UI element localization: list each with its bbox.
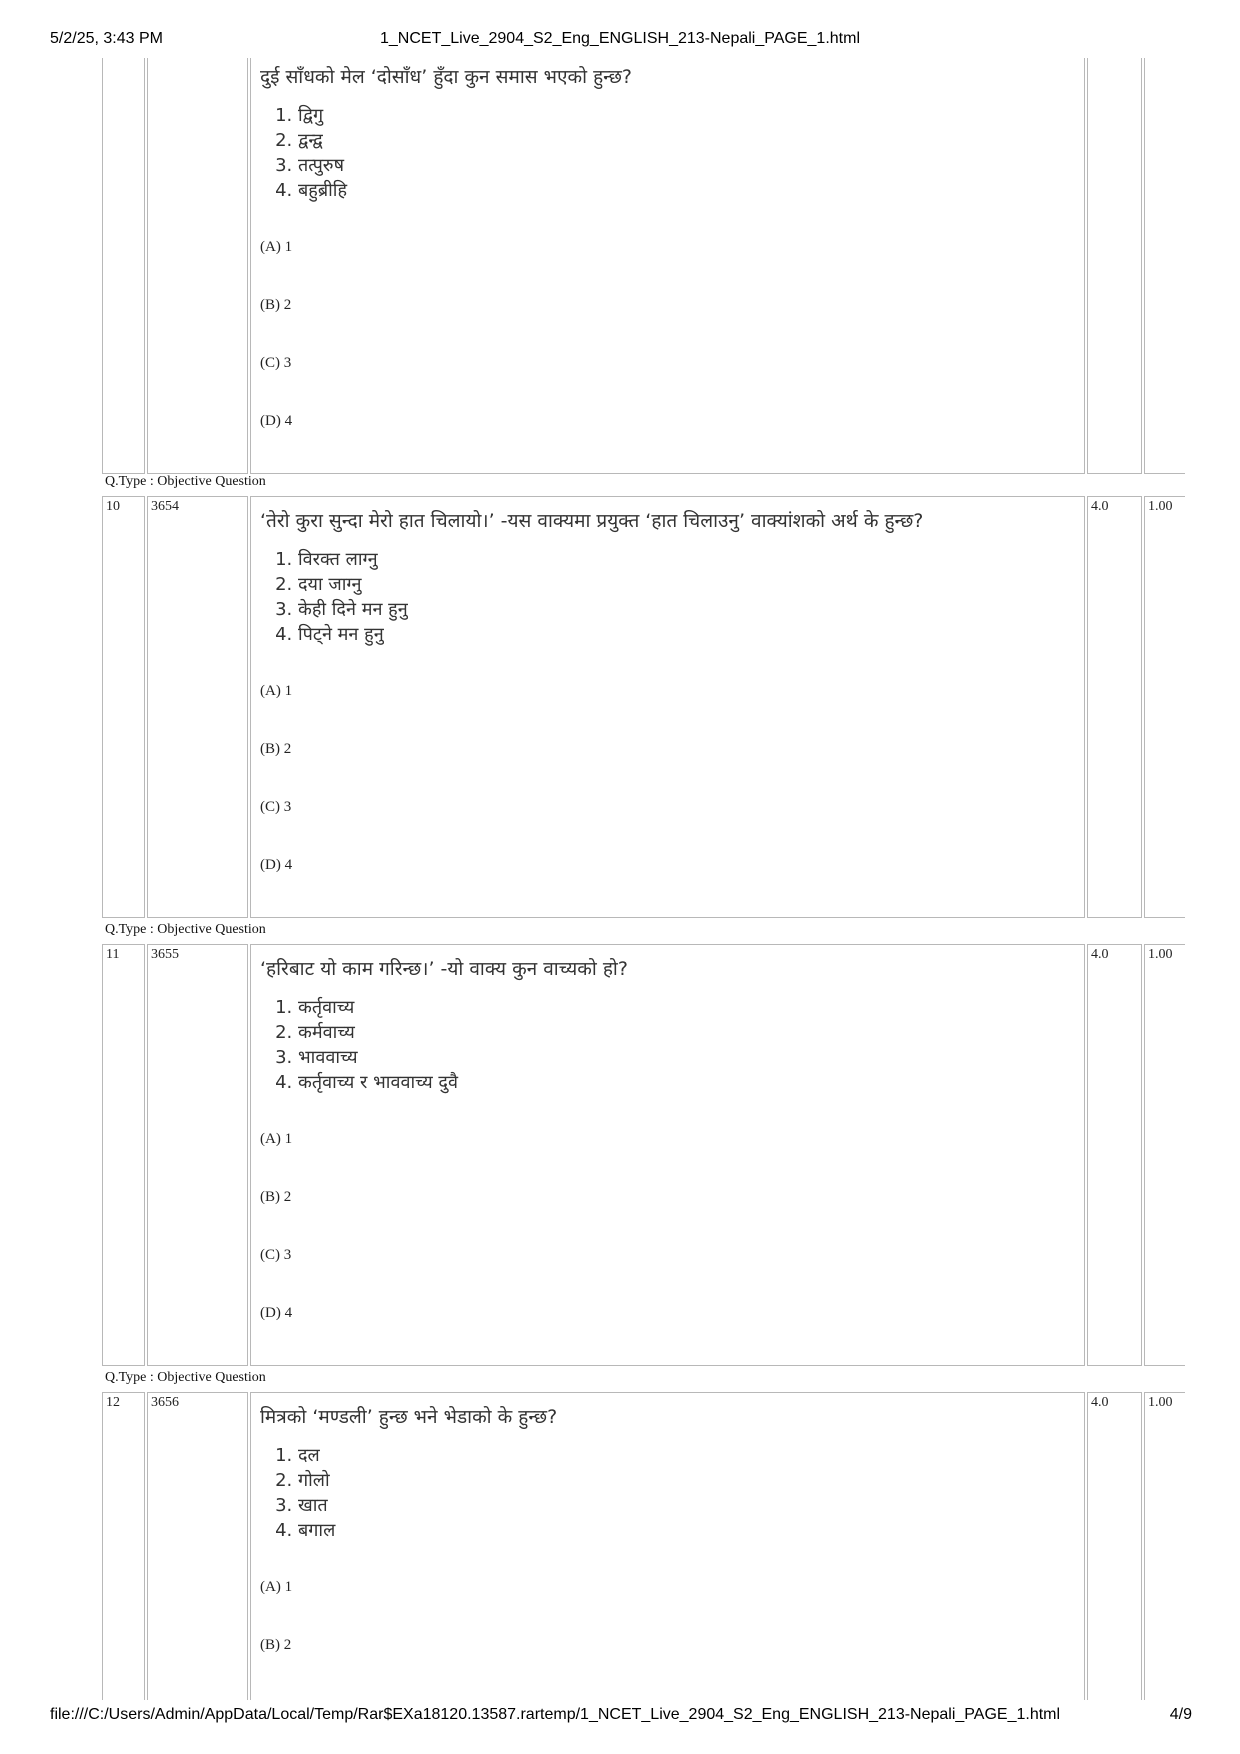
question-table [100,494,1185,920]
answer-choice: (A) 1 [260,1131,293,1147]
option-item: 1. विरक्त लाग्नु [298,547,1081,572]
print-title: 1_NCET_Live_2904_S2_Eng_ENGLISH_213-Nepali_PAGE_1.html [380,30,860,47]
question-table [100,1390,1185,1700]
negative-marks-cell: 1.00 [1144,1392,1185,1700]
question-id-cell [147,58,248,474]
option-item: 2. गोलो [298,1468,1081,1493]
question-table [100,942,1185,1368]
negative-marks-cell [1144,58,1185,474]
question-type-label: Q.Type : Objective Question [105,922,266,937]
answer-choice: (D) 4 [260,857,293,873]
marks-cell: 4.0 [1087,944,1142,1366]
question-type-label: Q.Type : Objective Question [105,1370,266,1385]
option-list [254,103,1081,203]
option-item: 1. दल [298,1443,1081,1468]
question-text: ‘हरिबाट यो काम गरिन्छ।’ -यो वाक्य कुन वाच्यको हो? [260,958,628,980]
question-row [102,496,1185,918]
marks-cell: 4.0 [1087,496,1142,918]
option-item: 3. केही दिने मन हुनु [298,597,1081,622]
option-item: 4. बहुब्रीहि [298,178,1081,203]
option-item: 2. द्वन्द्व [298,128,1081,153]
question-text: मित्रको ‘मण्डली’ हुन्छ भने भेडाको के हुन्छ? [260,1406,558,1428]
answer-choice: (C) 3 [260,799,292,815]
question-cell [250,58,1085,474]
question-text: दुई साँधको मेल ‘दोसाँध’ हुँदा कुन समास भएको हुन्छ? [260,66,632,88]
answer-choice: (B) 2 [260,1637,292,1653]
serial-cell: 12 [102,1392,145,1700]
question-type-label: Q.Type : Objective Question [105,474,266,489]
question-row [102,1392,1185,1700]
question-row [102,944,1185,1366]
option-list [254,547,1081,647]
option-item: 1. कर्तृवाच्य [298,995,1081,1020]
answer-choice: (B) 2 [260,297,292,313]
print-header [0,30,1240,52]
option-item: 1. द्विगु [298,103,1081,128]
serial-cell: 10 [102,496,145,918]
serial-cell: 11 [102,944,145,1366]
answer-choice: (A) 1 [260,1579,293,1595]
option-item: 3. तत्पुरुष [298,153,1081,178]
answer-choice: (D) 4 [260,1305,293,1321]
question-id-cell: 3655 [147,944,248,1366]
marks-cell [1087,58,1142,474]
question-text: ‘तेरो कुरा सुन्दा मेरो हात चिलायो।’ -यस वाक्यमा प्रयुक्त ‘हात चिलाउनु’ वाक्यांशको अर्थ के हुन्छ? [260,510,924,532]
answer-choice: (C) 3 [260,355,292,371]
option-item: 3. भाववाच्य [298,1045,1081,1070]
print-datetime: 5/2/25, 3:43 PM [50,30,163,47]
question-row [102,58,1185,474]
option-item: 4. पिट्ने मन हुनु [298,622,1081,647]
serial-cell [102,58,145,474]
option-item: 2. दया जाग्नु [298,572,1081,597]
question-cell [250,1392,1085,1700]
negative-marks-cell: 1.00 [1144,944,1185,1366]
page-number: 4/9 [1169,1706,1192,1723]
question-table [100,58,1185,476]
print-file-path: file:///C:/Users/Admin/AppData/Local/Temp/Rar$EXa18120.13587.rartemp/1_NCET_Live_2904_S2_Eng_ENGLISH_213-Nepali_PAGE_1.html [50,1706,1061,1723]
option-item: 2. कर्मवाच्य [298,1020,1081,1045]
answer-choice: (B) 2 [260,1189,292,1205]
option-item: 4. कर्तृवाच्य र भाववाच्य दुवै [298,1070,1081,1095]
option-item: 3. खात [298,1493,1081,1518]
answer-choice: (D) 4 [260,413,293,429]
answer-choice: (C) 3 [260,1247,292,1263]
question-sheet [100,58,1185,1700]
negative-marks-cell: 1.00 [1144,496,1185,918]
option-list [254,1443,1081,1543]
question-cell [250,944,1085,1366]
option-item: 4. बगाल [298,1518,1081,1543]
answer-choice: (B) 2 [260,741,292,757]
option-list [254,995,1081,1095]
marks-cell: 4.0 [1087,1392,1142,1700]
answer-choice: (A) 1 [260,683,293,699]
question-cell [250,496,1085,918]
question-id-cell: 3656 [147,1392,248,1700]
print-footer [0,1706,1240,1728]
answer-choice: (A) 1 [260,239,293,255]
question-id-cell: 3654 [147,496,248,918]
